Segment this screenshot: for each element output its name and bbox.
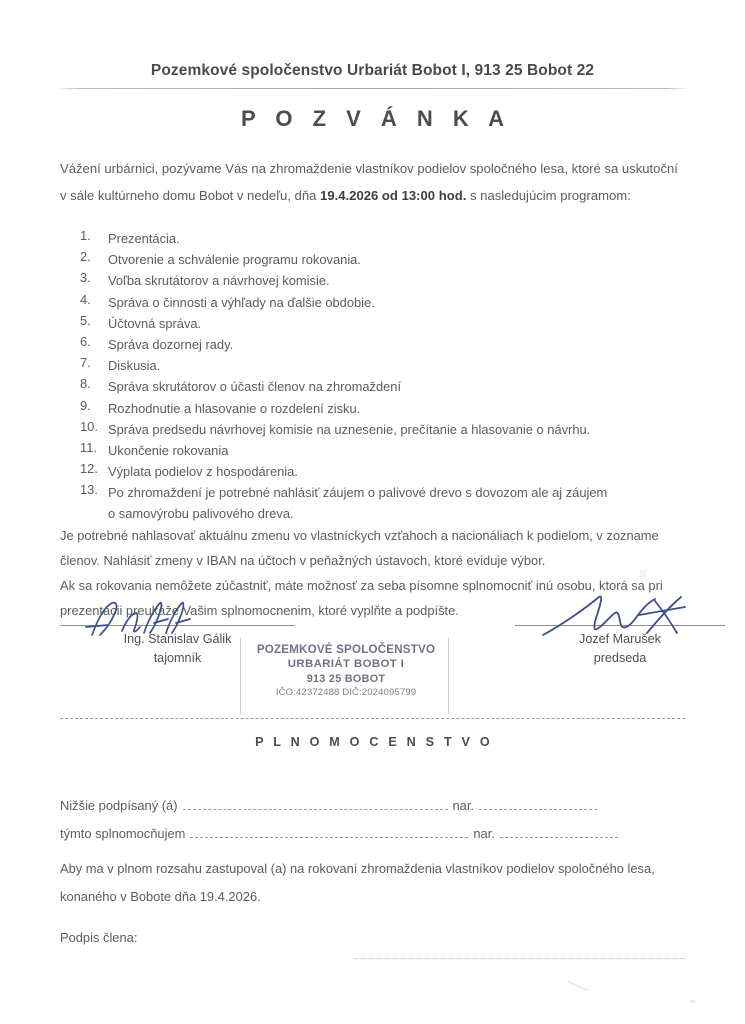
agenda-item-number: 4.	[80, 291, 91, 307]
stamp-line-name: URBARIÁT BOBOT I	[287, 658, 405, 670]
agenda-item-text: Diskusia.	[108, 358, 161, 374]
agenda-item-number: 8.	[80, 376, 91, 392]
agenda-item-number: 3.	[80, 270, 91, 286]
agenda-item-text: Správa predsedu návrhovej komisie na uznesenie, prečítanie a hlasovanie o návrhu.	[108, 421, 591, 437]
agenda-item-text-continued: o samovýrobu palivového dreva.	[108, 506, 294, 522]
poa-authorize-field[interactable]	[190, 828, 468, 838]
poa-authorize-birth-field[interactable]	[500, 828, 618, 838]
notice-paragraph: Je potrebné nahlasovať aktuálnu zmenu vo vlastníckych vzťahoch a nacionáliach k podielom, v zozname členov. Nahlásiť zmeny v IBAN na účtoch v peňažných ústavoch, ktoré eviduje výbor.	[60, 528, 659, 568]
poa-authorize-label: týmto splnomocňujem	[60, 826, 186, 841]
secretary-role: tajomník	[153, 651, 202, 665]
agenda-item-text: Ukončenie rokovania	[108, 442, 229, 458]
organization-title: Pozemkové spoločenstvo Urbariát Bobot I, 913 25 Bobot 22	[150, 62, 595, 79]
agenda-item	[80, 398, 680, 419]
agenda-item-number: 2.	[80, 249, 91, 265]
agenda-item-text: Prezentácia.	[108, 231, 180, 246]
power-of-attorney-title: P L N O M O C E N S T V O	[255, 735, 493, 749]
agenda-item	[80, 270, 680, 291]
poa-undersigned-row	[60, 798, 685, 813]
agenda-item-text: Správa dozornej rady.	[108, 336, 234, 352]
agenda-item	[80, 313, 680, 334]
poa-undersigned-field[interactable]	[183, 800, 448, 810]
header-divider	[55, 88, 690, 89]
agenda-item-number: 10.	[80, 418, 98, 434]
poa-undersigned-label: Nižšie podpísaný (á)	[60, 798, 178, 813]
agenda-item-text: Účtovná správa.	[108, 315, 202, 331]
poa-authorize-row	[60, 826, 685, 841]
agenda-item-text: Správa o činnosti a výhľady na ďalšie obdobie.	[108, 294, 375, 310]
poa-authorize-birth-label: nar.	[473, 826, 495, 841]
agenda-item-text: Otvorenie a schválenie programu rokovania.	[108, 252, 361, 268]
poa-body-paragraph: Aby ma v plnom rozsahu zastupoval (a) na rokovaní zhromaždenia vlastníkov podielov spoločného lesa, konaného v Bobote dňa 19.4.2026.	[60, 861, 655, 904]
agenda-item	[80, 228, 680, 249]
agenda-item-number: 1.	[80, 228, 91, 243]
agenda-item-number: 13.	[80, 482, 98, 498]
meeting-datetime: 19.4.2026 od 13:00 hod.	[320, 188, 467, 203]
agenda-list	[80, 228, 680, 525]
scan-artifact	[568, 981, 589, 992]
agenda-item	[80, 334, 680, 355]
agenda-item-number: 7.	[80, 355, 91, 371]
agenda-item-number: 9.	[80, 397, 91, 413]
agenda-item	[80, 376, 680, 397]
agenda-item-text: Správa skrutátorov o účasti členov na zhromaždení	[108, 379, 402, 395]
agenda-item-number: 12.	[80, 461, 98, 477]
chairman-name: Jozef Marušek	[579, 632, 661, 646]
agenda-item	[80, 419, 680, 440]
proxy-paragraph: Ak sa rokovania nemôžete zúčastniť, máte možnosť za seba písomne splnomocniť inú osobu, ktorá sa pri prezentácii preukáže Vašim splnomocnenim, ktoré vyplňte a podpíšte.	[60, 578, 663, 618]
agenda-item	[80, 292, 680, 313]
agenda-item	[80, 355, 680, 376]
scan-artifact	[690, 1000, 695, 1003]
agenda-item	[80, 249, 680, 270]
agenda-item-number: 6.	[80, 333, 91, 349]
document-title: P O Z V Á N K A	[240, 106, 512, 131]
cut-separator-line	[60, 718, 685, 719]
poa-undersigned-birth-field[interactable]	[479, 800, 597, 810]
member-signature-field[interactable]	[355, 958, 685, 959]
secretary-name: Ing. Stanislav Gálik	[123, 632, 232, 646]
agenda-item-text: Po zhromaždení je potrebné nahlásiť záujem o palivové drevo s dovozom ale aj záujem	[108, 485, 608, 501]
agenda-item-text: Výplata podielov z hospodárenia.	[108, 464, 298, 480]
agenda-item	[80, 482, 680, 503]
agenda-item	[80, 461, 680, 482]
poa-undersigned-birth-label: nar.	[452, 798, 475, 813]
stamp-line-organization: POZEMKOVÉ SPOLOČENSTVO	[256, 643, 436, 656]
intro-paragraph	[60, 155, 682, 209]
member-signature-label: Podpis člena:	[60, 930, 138, 945]
intro-text-after: s nasledujúcim programom:	[466, 188, 631, 203]
chairman-role: predseda	[593, 651, 647, 665]
stamp-line-address: 913 25 BOBOT	[306, 673, 386, 685]
signature-line-chairman	[515, 625, 725, 626]
intro-text-before: Vážení urbárnici, pozývame Vás na zhromaždenie vlastníkov podielov spoločného lesa, ktoré sa uskutoční v sále kultúrneho domu Bobot v nedeľu, dňa	[60, 161, 678, 203]
official-stamp	[248, 642, 444, 700]
agenda-item-text: Voľba skrutátorov a návrhovej komisie.	[108, 273, 330, 289]
signature-chairman	[515, 625, 725, 668]
signature-line-secretary	[60, 625, 295, 626]
agenda-item-number: 5.	[80, 312, 91, 328]
agenda-item	[80, 440, 680, 461]
agenda-item-text: Rozhodnutie a hlasovanie o rozdelení zisku.	[108, 400, 361, 416]
agenda-item-number: 11.	[80, 439, 97, 455]
stamp-line-ids: IČO:42372488 DIČ:2024095799	[275, 687, 417, 698]
